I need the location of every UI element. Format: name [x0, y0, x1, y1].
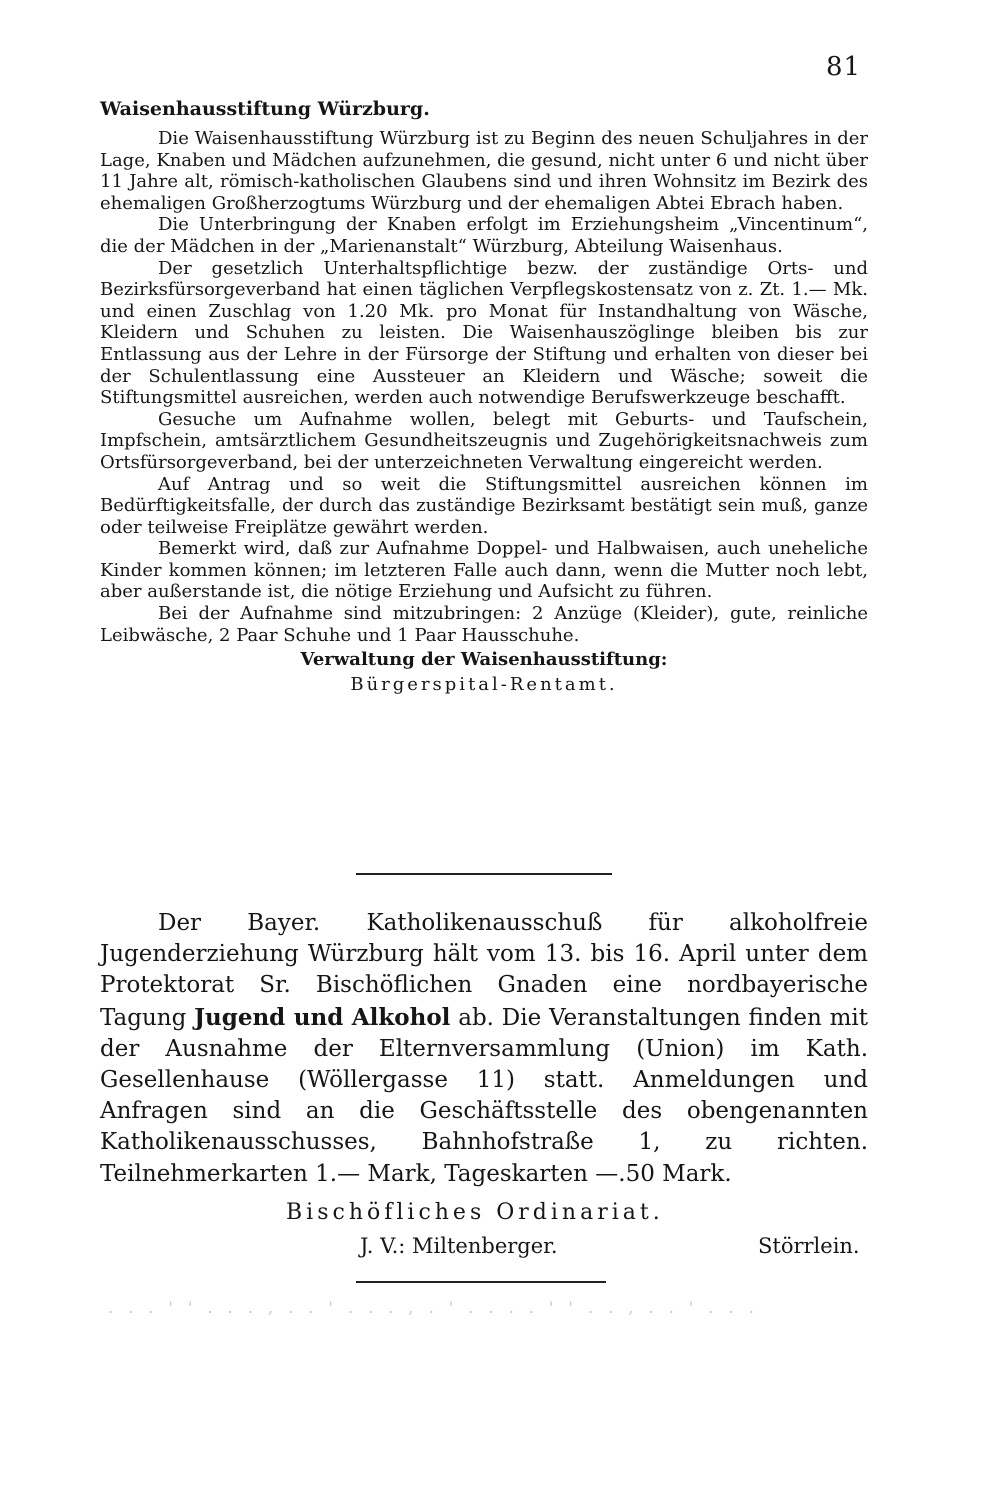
text-span: ab. Die Veranstaltungen finden mit der Ausnahme der Elternversammlung (Union) im Kath. Gesellenhause (Wöllergasse 11) statt. Anmeldungen und Anfragen sind an die Geschäftsstelle des obengenannten Katholikenausschusses, Bahnhofstraße 1, zu richten. Teilnehmerkarten 1.— Mark, Tageskarten —.50 Mark. [100, 1004, 869, 1187]
notice-title: Waisenhausstiftung Würzburg. [100, 98, 430, 120]
section-divider [356, 873, 612, 875]
signature-title: Bischöfliches Ordinariat. [286, 1199, 664, 1225]
signature-line: Verwaltung der Waisenhausstiftung: [300, 649, 668, 671]
bold-phrase: Jugend und Alkohol [194, 1003, 451, 1031]
notice-waisenhausstiftung [100, 96, 868, 698]
signature-block [100, 1200, 868, 1270]
signature-line: Bürgerspital-Rentamt. [350, 674, 618, 696]
paragraph [100, 908, 868, 1190]
section-divider [356, 1281, 606, 1283]
paragraph: Bei der Aufnahme sind mitzubringen: 2 Anzüge (Kleider), gute, reinliche Leibwäsche, 2 Paar Schuhe und 1 Paar Hausschuhe. [100, 603, 868, 646]
text-span: Der Bayer. Katholikenausschuß für alkoholfreie Jugenderziehung Würzburg hält vom 13. bis 16. April unter dem Protektorat Sr. Bischöflichen Gnaden eine nordbayerische Tagung [100, 910, 868, 1031]
paragraph: Die Waisenhausstiftung Würzburg ist zu Beginn des neuen Schuljahres in der Lage, Knaben und Mädchen aufzunehmen, die gesund, nicht unter 6 und nicht über 11 Jahre alt, römisch-katholischen Glaubens sind und ihren Wohnsitz im Bezirk des ehemaligen Großherzogtums Würzburg und der ehemaligen Abtei Ebrach haben. [100, 128, 868, 214]
signature-name-left: J. V.: Miltenberger. [360, 1233, 558, 1258]
signature-block [100, 648, 868, 698]
paragraph: Die Unterbringung der Knaben erfolgt im Erziehungsheim „Vincentinum“, die der Mädchen in der „Marienanstalt“ Würzburg, Abteilung Waisenhaus. [100, 214, 868, 257]
signature-name-right: Störrlein. [758, 1233, 860, 1258]
paragraph: Bemerkt wird, daß zur Aufnahme Doppel- und Halbwaisen, auch uneheliche Kinder kommen können; im letzteren Falle auch dann, wenn die Mutter noch lebt, aber außerstande ist, die nötige Erziehung und Aufsicht zu führen. [100, 538, 868, 603]
notice-tagung [100, 908, 868, 1270]
paragraph: Gesuche um Aufnahme wollen, belegt mit Geburts- und Taufschein, Impfschein, amtsärztlichem Gesundheitszeugnis und Zugehörigkeitsnachweis zum Ortsfürsorgeverband, bei der unterzeichneten Verwaltung eingereicht werden. [100, 408, 868, 473]
bleed-through-text: . . . ' ' . . . , . . ' . . . , . ' . . . . ' ' . . , . . ' . . . [108, 1298, 759, 1317]
page-number: 81 [826, 52, 862, 82]
paragraph: Auf Antrag und so weit die Stiftungsmittel ausreichen können im Bedürftigkeitsfalle, der durch das zuständige Bezirksamt bestätigt sein muß, ganze oder teilweise Freiplätze gewährt werden. [100, 473, 868, 538]
paragraph: Der gesetzlich Unterhaltspflichtige bezw. der zuständige Orts- und Bezirksfürsorgeverband hat einen täglichen Verpflegskostensatz von z. Zt. 1.— Mk. und einen Zuschlag von 1.20 Mk. pro Monat für Instandhaltung von Wäsche, Kleidern und Schuhen zu leisten. Die Waisenhauszöglinge bleiben bis zur Entlassung aus der Lehre in der Fürsorge der Stiftung und erhalten von dieser bei der Schulentlassung eine Aussteuer an Kleidern und Wäsche; soweit die Stiftungsmittel ausreichen, werden auch notwendige Berufswerkzeuge beschafft. [100, 257, 868, 409]
